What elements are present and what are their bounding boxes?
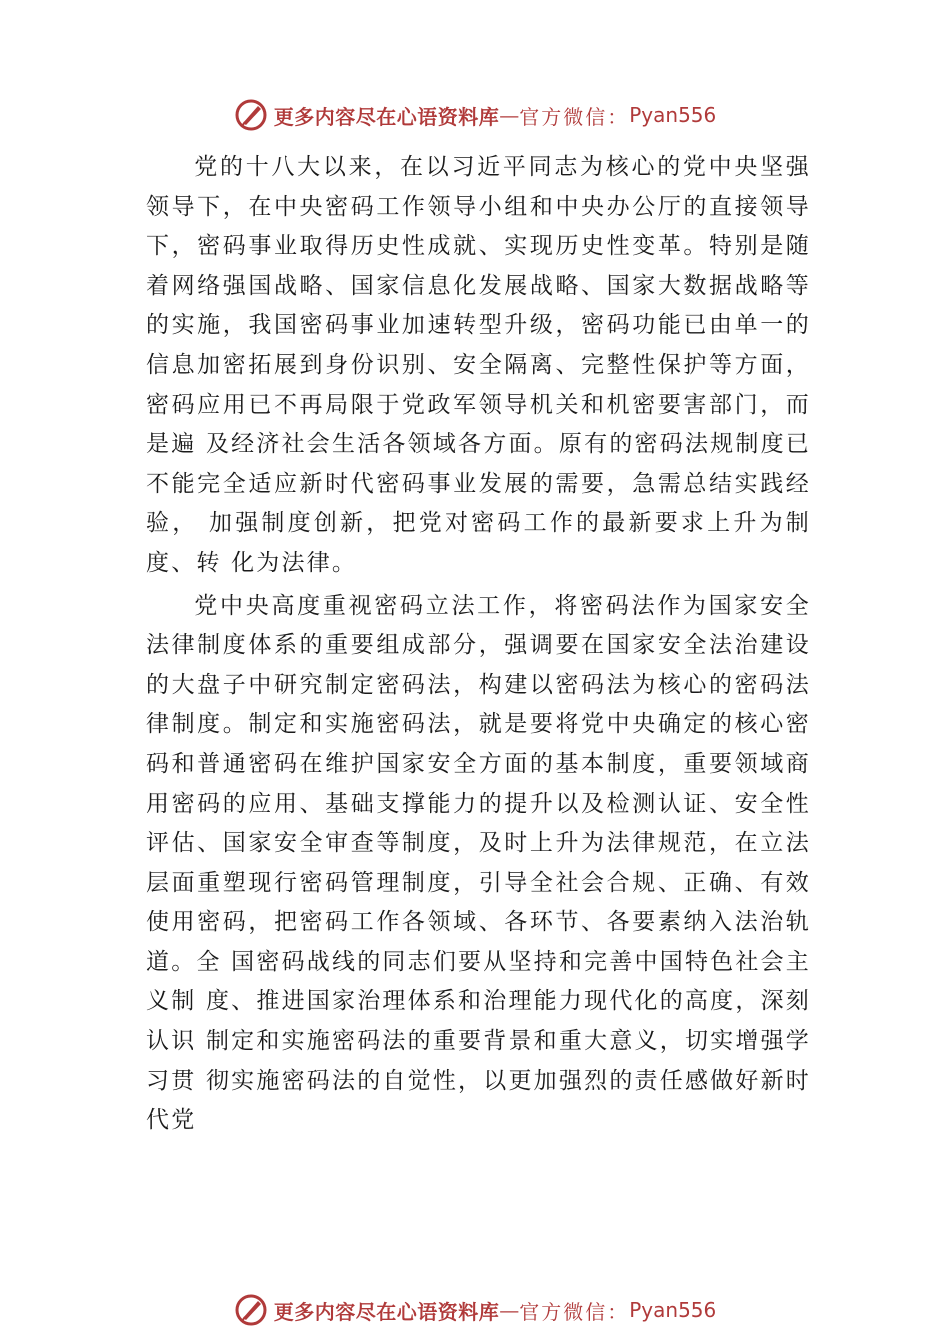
document-body xyxy=(146,148,811,1141)
banner-separator: — xyxy=(499,103,520,127)
header-banner xyxy=(0,95,950,135)
banner-wechat-id: Pyan556 xyxy=(629,1298,717,1322)
banner-site-name: 更多内容尽在心语资料库 xyxy=(273,1299,500,1324)
banner-wechat-label: 官方微信： xyxy=(519,1299,630,1324)
quill-logo-icon xyxy=(234,1293,268,1327)
banner-site-name: 更多内容尽在心语资料库 xyxy=(273,104,500,129)
banner-wechat-label: 官方微信： xyxy=(519,104,630,129)
footer-banner xyxy=(0,1290,950,1330)
quill-logo-icon xyxy=(234,98,268,132)
banner-separator: — xyxy=(499,1298,520,1322)
paragraph-2: 党中央高度重视密码立法工作，将密码法作为国家安全法律制度体系的重要组成部分，强调要在国家安全法治建设 的大盘子中研究制定密码法，构建以密码法为核心的密码法 律制度。制定和实施密码法，就是要将党中央确定的核心密 码和普通密码在维护国家安全方面的基本制度，重要领域商 用密码的应用、基础支撑能力的提升以及检测认证、安全性评估、国家安全审查等制度，及时上升为法律规范，在立法层面重塑现行密码管理制度，引导全社会合规、正确、有效使用密码，把密码工作各领域、各环节、各要素纳入法治轨道。全 国密码战线的同志们要从坚持和完善中国特色社会主义制 度、推进国家治理体系和治理能力现代化的高度，深刻认识 制定和实施密码法的重要背景和重大意义，切实增强学习贯 彻实施密码法的自觉性，以更加强烈的责任感做好新时代党 xyxy=(146,592,811,1134)
paragraph-1: 党的十八大以来，在以习近平同志为核心的党中央坚强领导下，在中央密码工作领导小组和中央办公厅的直接领导 下，密码事业取得历史性成就、实现历史性变革。特别是随着网络强国战略、国家信息化发展战略、国家大数据战略等的实施，我国密码事业加速转型升级，密码功能已由单一的信息加密拓展到身份识别、安全隔离、完整性保护等方面，密码应用已不再局限于党政军领导机关和机密要害部门，而是遍 及经济社会生活各领域各方面。原有的密码法规制度已不能完全适应新时代密码事业发展的需要，急需总结实践经验， 加强制度创新，把党对密码工作的最新要求上升为制度、转 化为法律。 xyxy=(146,154,811,576)
banner-wechat-id: Pyan556 xyxy=(629,103,717,127)
